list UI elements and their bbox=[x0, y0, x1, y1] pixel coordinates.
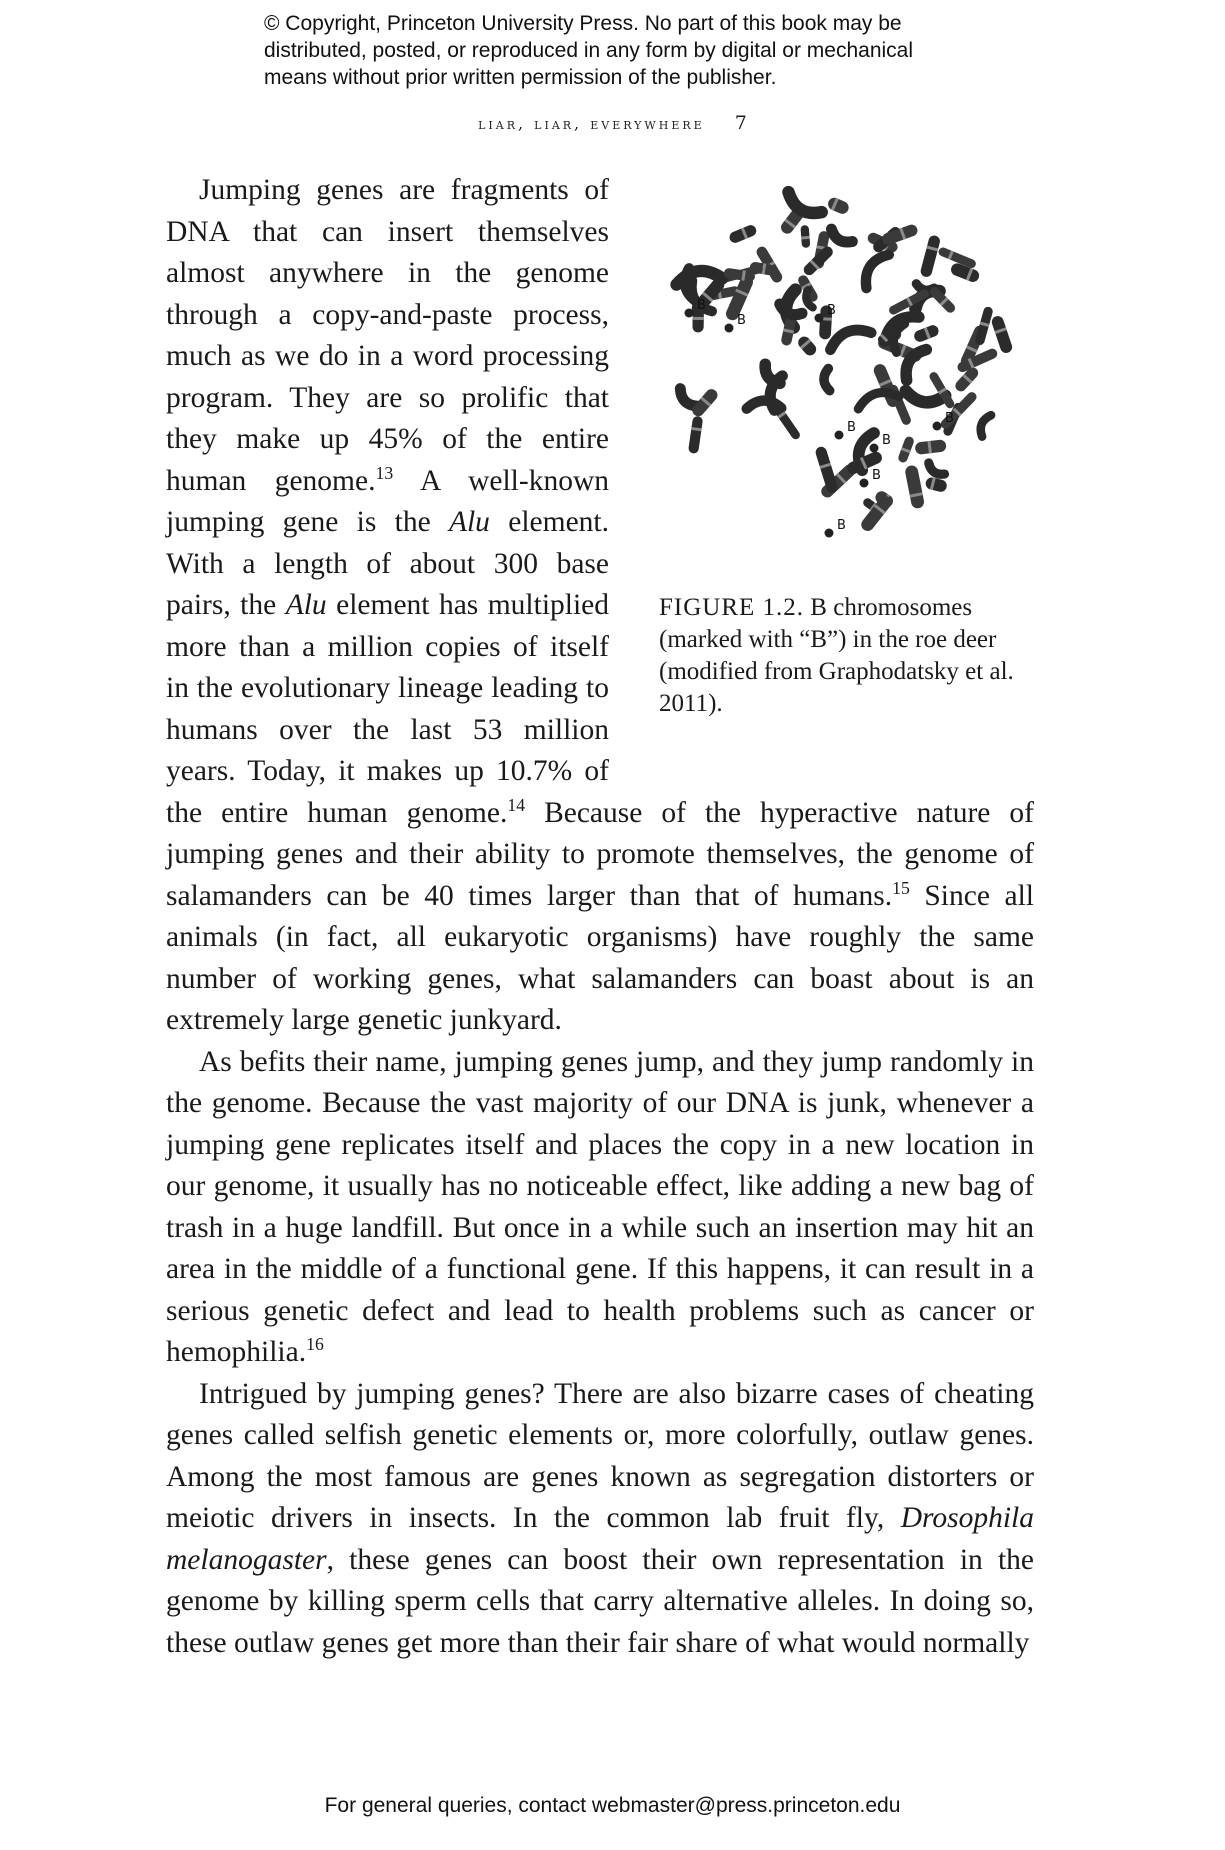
b-chromosome-dot bbox=[685, 309, 694, 318]
chromosome-shape bbox=[914, 439, 946, 455]
chromosome-shape bbox=[881, 223, 919, 246]
chromosome-shape bbox=[919, 234, 941, 278]
chromosome-shape bbox=[814, 445, 839, 494]
running-head-title: liar, liar, everywhere bbox=[478, 114, 705, 133]
b-chromosome-dot bbox=[815, 314, 824, 323]
chromosome-shape bbox=[977, 413, 991, 436]
footnote-ref-13: 13 bbox=[375, 462, 394, 483]
body-text bbox=[166, 170, 1034, 1664]
chromosome-shape bbox=[912, 323, 940, 343]
p1-text-6: Since all animals (in fact, all eukaryotic organisms) have roughly the same number of working genes, what salamanders can boast about is an extremely large genetic junkyard. bbox=[166, 879, 1034, 1036]
chromosome-shape bbox=[800, 225, 810, 248]
running-head bbox=[0, 112, 1225, 134]
b-chromosome-dot bbox=[870, 444, 879, 453]
b-chromosome-dot bbox=[835, 431, 844, 440]
p3-text-2: , these genes can boost their own representation in the genome by killing sperm cells that carry alternative alleles. In doing so, these outlaw genes get more than their fair share of what would normally bbox=[166, 1543, 1034, 1659]
p1-text-3: element. With a length of about 300 base pairs, the bbox=[166, 506, 609, 621]
b-marker-label: B bbox=[737, 313, 746, 328]
p1-text-4: element has multiplied more than a million copies of itself in the evolutionary lineage leading to humans over the last 53 million years. Today, it makes up 10.7% of the entire human genome. bbox=[166, 589, 609, 829]
chromosome-shape bbox=[897, 435, 915, 463]
b-marker-label: B bbox=[945, 411, 954, 426]
figure-caption bbox=[659, 592, 1039, 720]
p2-text-1: As befits their name, jumping genes jump, and they jump randomly in the genome. Because the vast majority of our DNA is junk, whenever a jumping gene replicates itself and places the copy in a new location in our genome, it usually has no noticeable effect, like adding a new bag of trash in a huge landfill. But once in a while such an insertion may hit an area in the middle of a functional gene. If this happens, it can result in a serious genetic defect and lead to health problems such as cancer or hemophilia. bbox=[166, 1045, 1034, 1368]
copyright-line-2: distributed, posted, or reproduced in any form by digital or mechanical bbox=[264, 39, 914, 62]
chromosome-shape bbox=[990, 315, 1013, 355]
footnote-ref-14: 14 bbox=[507, 794, 526, 815]
chromosome-shape bbox=[904, 464, 925, 509]
figure-caption-text: B chromosomes (marked with “B”) in the roe deer (modified from Graphodatsky et al. 2011). bbox=[659, 594, 1014, 717]
chromosome-shape bbox=[728, 223, 758, 244]
figure-label: FIGURE 1.2. bbox=[659, 594, 805, 621]
chromosome-shape bbox=[829, 229, 853, 246]
b-marker-label: B bbox=[697, 298, 706, 313]
footnote-ref-15: 15 bbox=[892, 877, 910, 898]
chromosome-shape bbox=[827, 323, 872, 349]
chromosome-image bbox=[639, 160, 1034, 580]
b-marker-label: B bbox=[837, 518, 846, 533]
b-marker-label: B bbox=[827, 303, 836, 318]
chromosome-shape bbox=[796, 334, 819, 358]
p1-italic-alu-1: Alu bbox=[448, 506, 490, 538]
chromosome-shape bbox=[974, 306, 993, 346]
p1-italic-alu-2: Alu bbox=[285, 589, 327, 621]
chromosome-shape bbox=[688, 416, 703, 454]
b-marker-label: B bbox=[847, 420, 856, 435]
p1-text-1: Jumping genes are fragments of DNA that can insert themselves almost anywhere in the genome through a copy-and-paste process, much as we do in a word processing program. They are so prolific that they make up 45% of the entire human genome. bbox=[166, 174, 609, 497]
b-chromosome-dot bbox=[933, 422, 942, 431]
paragraph-3 bbox=[166, 1374, 1034, 1665]
page-number: 7 bbox=[734, 112, 747, 134]
p3-text-1: Intrigued by jumping genes? There are also bizarre cases of cheating genes called selfish genetic elements or, more colorfully, outlaw genes. Among the most famous are genes known as segregation distorters or meiotic drivers in insects. In the common lab fruit fly, bbox=[166, 1377, 1034, 1534]
copyright-notice bbox=[264, 10, 1024, 91]
b-chromosome-dot bbox=[825, 529, 834, 538]
chromosome-shape bbox=[872, 362, 901, 409]
paragraph-2 bbox=[166, 1042, 1034, 1374]
copyright-line-1: © Copyright, Princeton University Press. No part of this book may be bbox=[264, 12, 902, 35]
chromosome-shape bbox=[826, 196, 851, 216]
footer-contact: For general queries, contact webmaster@press.princeton.edu bbox=[324, 1794, 901, 1817]
p1-text-5: Because of the hyperactive nature of jumping genes and their ability to promote themselves, the genome of salamanders can be 40 times larger than that of humans. bbox=[166, 796, 1034, 912]
footnote-ref-16: 16 bbox=[306, 1334, 324, 1355]
copyright-line-3: means without prior written permission of the publisher. bbox=[264, 66, 777, 89]
chromosome-shape bbox=[924, 476, 948, 493]
p3-italic-species: Drosophila melanogaster bbox=[166, 1502, 1034, 1576]
b-marker-label: B bbox=[882, 433, 891, 448]
chromosome-shape bbox=[926, 463, 944, 478]
p1-text-2: A well-known jumping gene is the bbox=[166, 464, 609, 538]
b-marker-label: B bbox=[872, 468, 881, 483]
b-chromosome-dot bbox=[860, 479, 869, 488]
chromosome-shape bbox=[823, 368, 829, 391]
chromosome-shape bbox=[859, 250, 889, 288]
figure-1-2 bbox=[639, 160, 1034, 752]
b-chromosome-dot bbox=[725, 324, 734, 333]
